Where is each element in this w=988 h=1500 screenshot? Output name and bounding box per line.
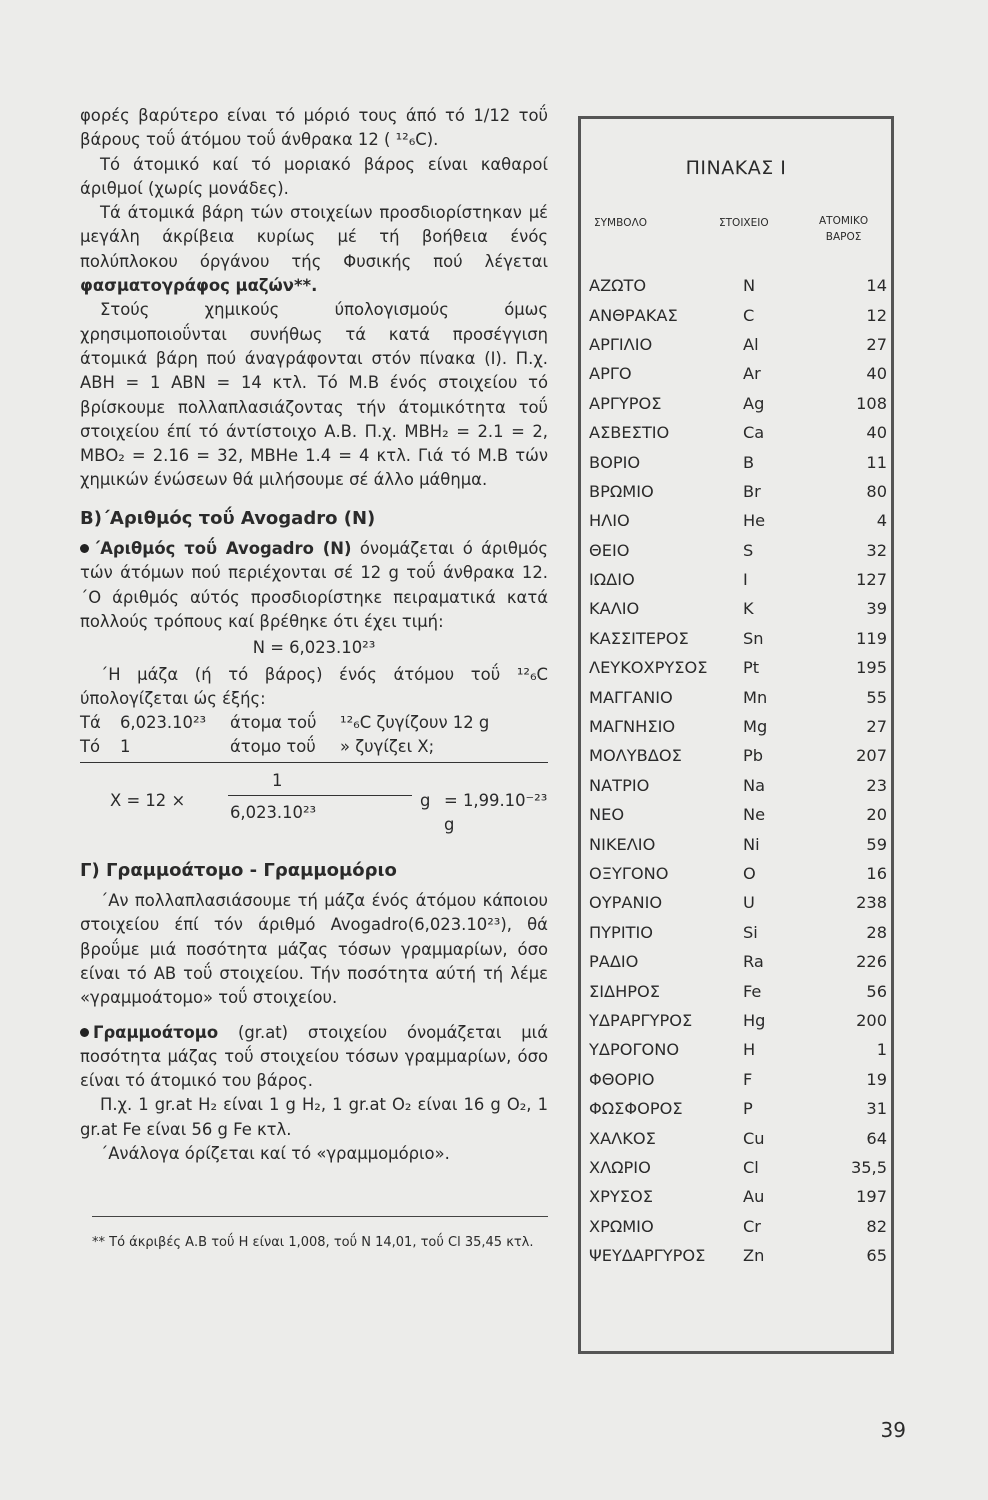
table-row	[581, 888, 891, 917]
element-symbol: Pb	[743, 746, 764, 766]
table-row	[581, 1006, 891, 1035]
atomic-weight: 207	[856, 746, 887, 766]
element-symbol: Au	[743, 1187, 765, 1207]
element-symbol: Hg	[743, 1010, 766, 1030]
gram-atom-definition	[80, 1021, 548, 1094]
element-symbol: Ca	[743, 423, 765, 443]
element-name: ΝΙΚΕΛΙΟ	[589, 834, 656, 854]
gram-atom-intro: ΄Αν πολλαπλασιάσουμε τή μάζα ένός άτόμου κάποιου στοιχείου έπί τόν άριθμό Avogadro(6,023.10²³), θά βροΰμε μιά ποσότητα μάζας τόσων γραμμαρίων, όσο είναι τό ΑΒ τοΰ στοιχείου. Τήν ποσότητα αύτή τή λέμε «γραμμοάτομο» τοΰ στοιχείου.	[80, 891, 548, 1008]
atomic-weight: 59	[866, 834, 887, 854]
atomic-weight: 108	[856, 393, 887, 413]
element-symbol: Br	[743, 481, 761, 501]
column-header-weight-line1: ΑΤΟΜΙΚΟ	[819, 215, 869, 227]
table-row	[581, 300, 891, 329]
element-name: ΚΑΛΙΟ	[589, 599, 640, 619]
gram-atom-term: Γραμμοάτομο	[93, 1022, 219, 1042]
element-name: ΗΛΙΟ	[589, 511, 630, 531]
mass-fraction	[80, 769, 548, 833]
fraction-left: X = 12 ×	[110, 790, 186, 810]
element-name: ΧΑΛΚΟΣ	[589, 1128, 656, 1148]
gram-atom-example: Π.χ. 1 gr.at H₂ είναι 1 g H₂, 1 gr.at O₂ είναι 16 g O₂, 1 gr.at Fe είναι 56 g Fe κτλ.	[80, 1095, 548, 1139]
table-row	[581, 330, 891, 359]
bullet-icon	[80, 1028, 89, 1037]
avogadro-term: ΄Αριθμός τοΰ Avogadro (N)	[93, 539, 352, 559]
atomic-weight: 27	[866, 334, 887, 354]
atomic-weight: 14	[866, 276, 887, 296]
element-name: ΨΕΥΔΑΡΓΥΡΟΣ	[589, 1246, 706, 1266]
element-symbol: Zn	[743, 1246, 765, 1266]
atomic-weight: 16	[866, 864, 887, 883]
table-title: ΠΙΝΑΚΑΣ Ι	[685, 157, 787, 179]
atomic-weight: 119	[856, 628, 887, 648]
main-text-column	[80, 104, 548, 1253]
atomic-weight: 40	[866, 423, 887, 443]
proportion-cell: 6,023.10²³	[120, 713, 207, 733]
gram-atom-definition-text: (gr.at) στοιχείου όνομάζεται μιά ποσότητα μάζας τοΰ στοιχείου τόσων γραμμαρίων, όσο είναι τό άτομικό του βάρος.	[80, 1022, 549, 1091]
table-row	[581, 506, 891, 535]
element-name: ΧΡΩΜΙΟ	[589, 1216, 654, 1236]
atomic-weight: 55	[866, 687, 887, 707]
proportion-row-2	[80, 735, 548, 762]
atomic-weight: 12	[866, 305, 887, 325]
element-symbol: Mg	[743, 717, 768, 737]
element-symbol: Na	[743, 775, 766, 795]
fraction-result: = 1,99.10⁻²³ g	[444, 790, 548, 835]
table-row	[581, 653, 891, 682]
proportion-cell: άτομο τοΰ	[230, 737, 316, 757]
element-name: ΝΕΟ	[589, 805, 625, 825]
element-symbol: O	[743, 864, 756, 883]
table-row	[581, 682, 891, 711]
table-row	[581, 594, 891, 623]
element-name: ΣΙΔΗΡΟΣ	[589, 981, 660, 1001]
element-name: ΑΣΒΕΣΤΙΟ	[589, 423, 670, 443]
proportion-cell: 1	[120, 737, 131, 757]
atomic-weight: 31	[866, 1099, 887, 1119]
atomic-weight: 197	[856, 1187, 887, 1207]
bullet-icon	[80, 544, 89, 553]
table-body	[581, 271, 891, 1270]
gram-molecule-note: ΄Ανάλογα όρίζεται καί τό «γραμμομόριο».	[100, 1143, 450, 1163]
table-row	[581, 976, 891, 1005]
element-symbol: Sn	[743, 628, 764, 648]
table-row	[581, 447, 891, 476]
element-symbol: Ne	[743, 805, 766, 825]
proportion-row-1	[80, 711, 548, 735]
element-name: ΑΡΓΙΛΙΟ	[589, 334, 653, 354]
table-row	[581, 947, 891, 976]
element-symbol: F	[743, 1069, 753, 1089]
element-symbol: Cu	[743, 1128, 765, 1148]
fraction-bar	[228, 795, 412, 796]
atomic-weight: 82	[866, 1216, 887, 1236]
fraction-numerator: 1	[272, 770, 283, 790]
mass-spectrograph-text: Τά άτομικά βάρη τών στοιχείων προσδιορίστηκαν μέ μεγάλη άκρίβεια κυρίως μέ τή βοήθεια ένός πολύπλοκου όργάνου τής Φυσικής πού λέγεται	[80, 203, 548, 271]
element-symbol: Si	[743, 922, 758, 942]
element-symbol: He	[743, 511, 766, 531]
element-name: ΧΛΩΡΙΟ	[589, 1157, 651, 1177]
atomic-weight: 20	[866, 805, 887, 825]
table-row	[581, 271, 891, 300]
element-name: ΥΔΡΟΓΟΝΟ	[589, 1040, 680, 1060]
footnote-divider	[92, 1216, 548, 1217]
table-row	[581, 624, 891, 653]
element-name: ΧΡΥΣΟΣ	[589, 1187, 653, 1207]
table-row	[581, 771, 891, 800]
atomic-weight: 23	[866, 775, 887, 795]
table-row	[581, 1153, 891, 1182]
table-row	[581, 1065, 891, 1094]
table-row	[581, 829, 891, 858]
element-name: ΑΡΓΟ	[589, 364, 632, 384]
proportion-cell: » ζυγίζει X;	[340, 737, 435, 757]
element-name: ΑΖΩΤΟ	[589, 276, 647, 296]
table-row	[581, 1123, 891, 1152]
element-symbol: K	[743, 599, 754, 619]
atomic-weight: 27	[866, 717, 887, 737]
element-name: ΛΕΥΚΟΧΡΥΣΟΣ	[589, 658, 708, 678]
table-row	[581, 859, 891, 888]
table-row	[581, 565, 891, 594]
element-name: ΘΕΙΟ	[589, 540, 630, 560]
proportion-cell: Τά	[80, 713, 101, 733]
element-name: ΙΩΔΙΟ	[589, 570, 635, 590]
element-symbol: Mn	[743, 687, 768, 707]
atom-mass-text: ΄Η μάζα (ή τό βάρος) ένός άτόμου τοΰ ¹²₆C ύπολογίζεται ώς έξής:	[80, 664, 548, 708]
proportion-cell: ¹²₆C ζυγίζουν 12 g	[340, 713, 490, 733]
atomic-weight: 1	[876, 1040, 887, 1060]
column-header-element: ΣΤΟΙΧΕΙΟ	[719, 217, 769, 229]
column-header-weight-line2: ΒΑΡΟΣ	[825, 231, 862, 243]
element-name: ΜΟΛΥΒΔΟΣ	[589, 746, 682, 766]
table-row	[581, 1182, 891, 1211]
element-name: ΠΥΡΙΤΙΟ	[589, 922, 653, 942]
table-row	[581, 418, 891, 447]
element-symbol: Cl	[743, 1157, 759, 1177]
atomic-weight: 35,5	[850, 1157, 887, 1177]
element-name: ΡΑΔΙΟ	[589, 952, 639, 972]
atomic-weight: 238	[856, 893, 887, 913]
table-row	[581, 477, 891, 506]
table-header	[581, 209, 891, 269]
paragraph-approximate-weights: Στούς χημικούς ύπολογισμούς όμως χρησιμοποιοΰνται συνήθως τά κατά προσέγγιση άτομικά βάρη πού άναγράφονται στόν πίνακα (Ι). Π.χ. ΑΒΗ = 1 ΑΒΝ = 14 κτλ. Τό Μ.Β ένός στοιχείου τό βρίσκουμε πολλαπλασιάζοντας τήν άτομικότητα τοΰ στοιχείου έπί τό άντίστοιχο Α.Β. Π.χ. ΜΒΗ₂ = 2.1 = 2, ΜΒΟ₂ = 2.16 = 32, ΜΒΗe 1.4 = 4 κτλ. Γιά τό Μ.Β τών χημικών ένώσεων θά μιλήσουμε σέ άλλο μάθημα.	[80, 300, 548, 490]
section-b-heading: Β)΄Αριθμός τοΰ Avogadro (N)	[80, 507, 376, 529]
element-name: ΑΡΓΥΡΟΣ	[589, 393, 662, 413]
atomic-weights-table	[578, 116, 894, 1354]
atomic-weight: 56	[866, 981, 887, 1001]
table-row	[581, 389, 891, 418]
table-row	[581, 1212, 891, 1241]
element-name: ΚΑΣΣΙΤΕΡΟΣ	[589, 628, 689, 648]
atomic-weight: 226	[856, 952, 887, 972]
element-symbol: Fe	[743, 981, 762, 1001]
atomic-weight: 65	[866, 1246, 887, 1266]
atomic-weight: 195	[856, 658, 887, 678]
element-symbol: C	[743, 305, 755, 325]
proportion-cell: άτομα τοΰ	[230, 713, 317, 733]
column-header-symbol: ΣΥΜΒΟΛΟ	[594, 217, 648, 229]
footnote: ** Τό άκριβές Α.Β τοΰ Η είναι 1,008, τοΰ Ν 14,01, τοΰ Cl 35,45 κτλ.	[92, 1235, 534, 1251]
element-name: ΜΑΓΓΑΝΙΟ	[589, 687, 673, 707]
element-symbol: Ni	[743, 834, 760, 854]
table-row	[581, 1094, 891, 1123]
section-c-heading: Γ) Γραμμοάτομο - Γραμμομόριο	[80, 859, 397, 881]
fraction-unit: g	[420, 790, 431, 810]
page-number: 39	[880, 1418, 906, 1442]
atomic-weight: 80	[866, 481, 887, 501]
element-name: ΦΘΟΡΙΟ	[589, 1069, 655, 1089]
atomic-weight: 39	[866, 599, 887, 619]
table-row	[581, 536, 891, 565]
table-row	[581, 1241, 891, 1270]
avogadro-definition-text: όνομάζεται ό άριθμός τών άτόμων πού περιέχονται σέ 12 g τοΰ άνθρακα 12. ΄Ο άριθμός αύτός προσδιορίστηκε πειραματικά κατά πολλούς τρόπους καί βρέθηκε ότι έχει τιμή:	[80, 539, 548, 631]
atomic-weight: 19	[866, 1069, 887, 1089]
paragraph-pure-numbers: Τό άτομικό καί τό μοριακό βάρος είναι καθαροί άριθμοί (χωρίς μονάδες).	[80, 154, 548, 198]
element-symbol: U	[743, 893, 755, 913]
table-row	[581, 918, 891, 947]
fraction-denominator: 6,023.10²³	[230, 802, 317, 822]
avogadro-equation: N = 6,023.10²³	[252, 638, 376, 658]
atomic-weight: 28	[866, 922, 887, 942]
element-symbol: Ra	[743, 952, 764, 972]
atomic-weight: 40	[866, 364, 887, 384]
atomic-weight: 4	[876, 511, 887, 531]
element-symbol: Al	[743, 334, 759, 354]
element-name: ΒΟΡΙΟ	[589, 452, 641, 472]
table-row	[581, 712, 891, 741]
atomic-weight: 127	[856, 570, 887, 590]
atomic-weight: 64	[866, 1128, 887, 1148]
element-name: ΦΩΣΦΟΡΟΣ	[589, 1099, 683, 1119]
element-symbol: N	[743, 276, 756, 296]
proportion-cell: Τό	[80, 737, 101, 757]
atomic-weight: 11	[866, 452, 887, 472]
element-name: ΟΥΡΑΝΙΟ	[589, 893, 663, 913]
element-symbol: B	[743, 452, 755, 472]
paragraph-molecular-weight: φορές βαρύτερο είναι τό μόριό τους άπό τό 1/12 τοΰ βάρους τοΰ άτόμου τοΰ άνθρακα 12 ( ¹²₆C).	[80, 106, 548, 150]
element-name: ΝΑΤΡΙΟ	[589, 775, 650, 795]
column-header-weight	[819, 213, 868, 245]
element-name: ΑΝΘΡΑΚΑΣ	[589, 305, 678, 325]
table-row	[581, 1035, 891, 1064]
element-symbol: Pt	[743, 658, 760, 678]
element-symbol: S	[743, 540, 754, 560]
table-row	[581, 741, 891, 770]
element-symbol: I	[743, 570, 748, 590]
element-name: ΒΡΩΜΙΟ	[589, 481, 654, 501]
atomic-weight: 200	[856, 1010, 887, 1030]
avogadro-definition	[80, 537, 548, 634]
paragraph-mass-spectrograph	[80, 201, 548, 298]
table-row	[581, 800, 891, 829]
element-name: ΥΔΡΑΡΓΥΡΟΣ	[589, 1010, 693, 1030]
table-row	[581, 359, 891, 388]
element-symbol: P	[743, 1099, 753, 1119]
element-symbol: H	[743, 1040, 756, 1060]
element-symbol: Cr	[743, 1216, 761, 1236]
element-symbol: Ar	[743, 364, 761, 384]
atomic-weight: 32	[866, 540, 887, 560]
element-symbol: Ag	[743, 393, 765, 413]
mass-spectrograph-term: φασματογράφος μαζών**.	[80, 276, 318, 296]
element-name: ΟΞΥΓΟΝΟ	[589, 864, 669, 883]
element-name: ΜΑΓΝΗΣΙΟ	[589, 717, 676, 737]
